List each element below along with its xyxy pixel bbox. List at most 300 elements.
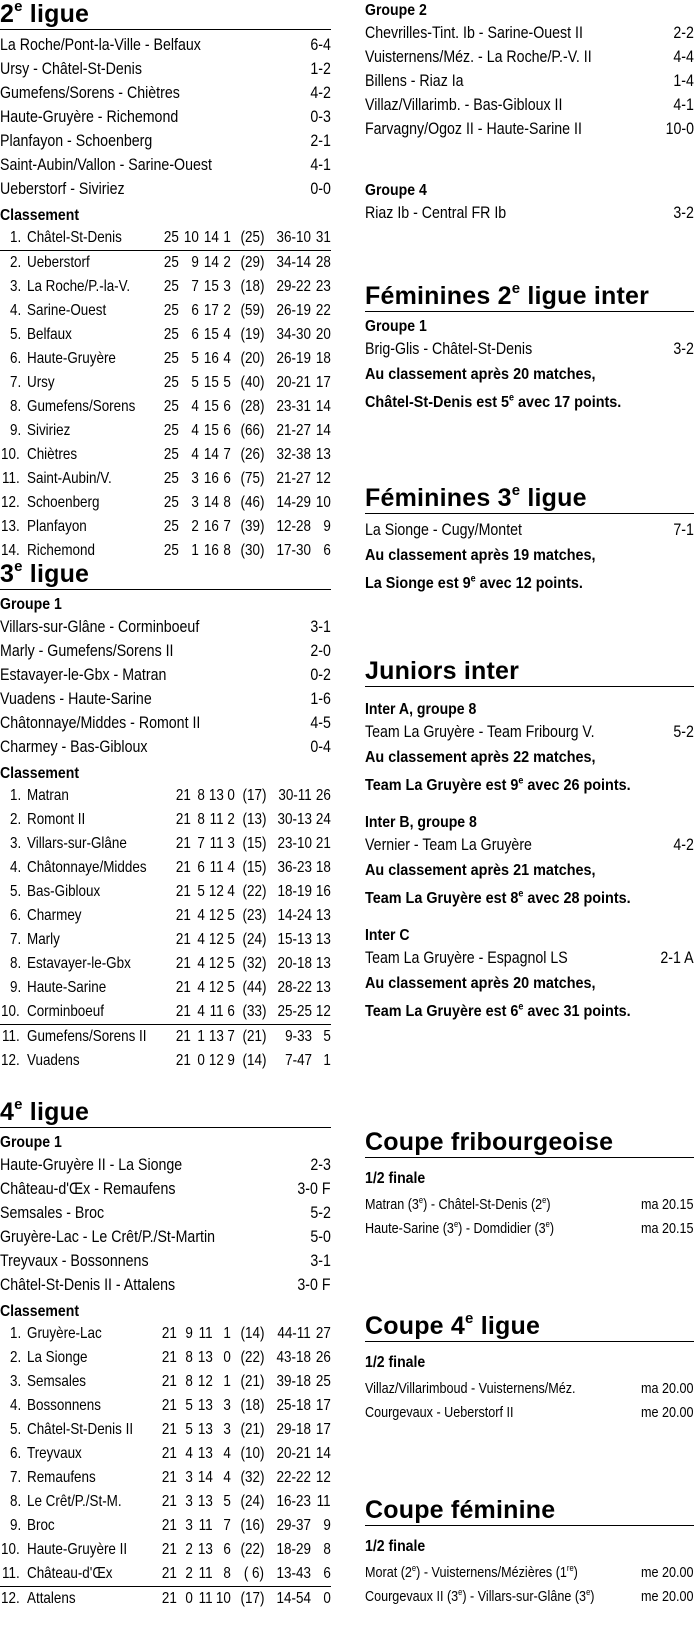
standing-fairplay: (14) [242,1052,267,1069]
standing-row [0,832,331,856]
standing-goals: 26-19 [276,302,311,319]
match-teams: Estavayer-le-Gbx - Matran [0,666,167,684]
standing-played: 25 [164,542,180,559]
standing-played: 21 [161,1590,177,1607]
match-teams: Farvagny/Ogoz II - Haute-Sarine II [365,120,582,138]
section-feminines-3e-ligue [365,481,694,598]
standing-rank: 9. [9,979,21,996]
standing-points: 14 [316,398,331,415]
standing-team: Schoenberg [27,494,100,511]
standing-fairplay: (24) [240,1493,265,1510]
standing-played: 21 [161,1469,177,1486]
match-score: 3-0 F [297,1276,331,1294]
standing-team: La Roche/P.-la-V. [27,278,131,295]
standing-goals: 29-37 [276,1517,311,1534]
result-row [0,1177,331,1201]
standing-wins: 5 [191,350,200,367]
standing-played: 25 [156,226,179,251]
standing-row [0,808,331,832]
standing-losses: 8 [223,494,231,511]
section-juniors-inter [365,657,694,1026]
standing-goals: 43-18 [276,1349,311,1366]
standing-points: 9 [323,518,331,535]
standing-played: 25 [164,278,180,295]
standing-team: Matran [26,787,69,804]
standing-played: 25 [164,518,180,535]
standing-fairplay: (21) [242,1028,267,1045]
standing-played: 21 [175,883,191,900]
standing-row [0,1394,331,1418]
standing-fairplay: (20) [240,350,265,367]
section-coupe-4e-ligue [365,1309,694,1425]
standing-points: 12 [312,1000,331,1025]
result-row [0,639,331,663]
standing-losses: 0 [227,787,235,804]
standing-draws: 17 [204,302,220,319]
standing-row [0,515,331,539]
standing-points: 23 [316,278,331,295]
match-score: 6-4 [310,36,331,54]
standing-wins: 0 [197,1052,205,1069]
standing-wins: 3 [185,1493,193,1510]
match-score: 4-4 [673,48,694,66]
result-row [0,105,331,129]
classement-label: Classement [0,765,80,782]
match-score: 4-5 [310,714,331,732]
standing-rank: 9. [9,1517,22,1534]
section-ligue4 [0,1095,331,1611]
standing-draws: 11 [205,1000,224,1025]
standing-goals: 18-19 [277,883,312,900]
match-teams: Villaz/Villarimb. - Bas-Gibloux II [365,96,563,114]
standing-draws: 13 [197,1541,213,1558]
standing-losses: 2 [223,302,231,319]
match-score: 0-4 [310,738,331,756]
fixture-match: Matran (3e) - Châtel-St-Denis (2e) [365,1195,551,1213]
standing-losses: 5 [227,931,235,948]
standing-losses: 7 [223,518,231,535]
match-teams: Saint-Aubin/Vallon - Sarine-Ouest [0,156,212,174]
standing-goals: 30-11 [278,787,312,804]
standing-fairplay: (13) [242,811,267,828]
standing-fairplay: (22) [240,1541,265,1558]
standing-fairplay: (21) [240,1373,265,1390]
standing-played: 21 [175,811,191,828]
standing-fairplay: (21) [240,1421,265,1438]
standing-row [0,1562,331,1587]
standing-row [0,880,331,904]
standing-played: 25 [164,350,180,367]
section-ligue3 [0,557,331,1073]
standing-wins: 7 [191,278,200,295]
standing-fairplay: (17) [240,1590,265,1607]
match-score: 0-2 [310,666,331,684]
fixture-row [365,1561,694,1585]
match-score: 1-4 [673,72,694,90]
standing-rank: 2. [9,811,21,828]
standing-fairplay: (25) [231,226,264,251]
standing-team: Richemond [27,542,96,559]
standing-team: Estavayer-le-Gbx [26,955,131,972]
standing-wins: 3 [191,470,200,487]
standing-points: 18 [316,859,331,876]
result-row [365,720,694,744]
fixture-match: Villaz/Villarimboud - Vuisternens/Méz. [365,1380,576,1397]
standing-team: Belfaux [27,326,72,343]
standing-draws: 16 [204,470,220,487]
standing-draws: 14 [204,446,220,463]
standing-played: 21 [161,1421,177,1438]
standing-fairplay: (39) [240,518,265,535]
standing-points: 1 [323,1052,331,1069]
result-row [0,1201,331,1225]
standing-rank: 10. [0,1000,27,1025]
standing-played: 25 [164,494,180,511]
standing-team: Planfayon [27,518,87,535]
result-row [0,711,331,735]
standing-wins: 2 [177,1562,193,1587]
standing-rank: 6. [9,350,22,367]
match-teams: Billens - Riaz Ia [365,72,464,90]
standing-losses: 4 [223,350,231,367]
standing-draws: 14 [204,254,220,271]
standing-team: La Sionge [27,1349,88,1366]
result-row [0,1225,331,1249]
standing-draws: 11 [209,835,224,852]
standing-wins: 6 [191,302,200,319]
standing-fairplay: (44) [242,979,267,996]
standing-losses: 3 [223,1397,231,1414]
standing-played: 21 [153,1562,176,1587]
standing-row [0,1538,331,1562]
standing-losses: 0 [223,1349,231,1366]
standing-points: 25 [316,1373,331,1390]
standing-row [0,1466,331,1490]
standing-wins: 3 [191,494,200,511]
standing-points: 8 [323,1541,331,1558]
standing-draws: 15 [204,398,220,415]
standing-played: 25 [164,374,180,391]
standing-fairplay: (17) [242,787,267,804]
standing-fairplay: (46) [240,494,265,511]
standing-rank: 5. [9,1421,22,1438]
group-label: Groupe 2 [365,2,427,19]
standing-team: Château-d'Œx [27,1562,153,1587]
standings-table [0,784,331,1073]
standing-rank: 4. [9,859,21,876]
standing-losses: 3 [223,278,231,295]
match-score: 4-2 [673,836,694,854]
standing-points: 6 [311,1562,331,1587]
standing-points: 13 [316,979,331,996]
match-teams: Team La Gruyère - Team Fribourg V. [365,723,595,741]
standing-goals: 36-23 [277,859,312,876]
standing-losses: 8 [213,1562,231,1587]
standing-played: 21 [175,1052,191,1069]
standing-draws: 16 [204,518,220,535]
match-score: 2-3 [310,1156,331,1174]
standing-goals: 28-22 [277,979,312,996]
standing-note: Au classement après 20 matches, [365,366,596,383]
standing-losses: 5 [223,374,231,391]
standing-wins: 1 [197,1028,205,1045]
standing-points: 12 [316,470,331,487]
standing-goals: 14-29 [276,494,311,511]
round-label: 1/2 finale [365,1538,426,1555]
standing-draws: 12 [208,907,224,924]
standing-row [0,1418,331,1442]
result-row [365,93,694,117]
standing-points: 10 [316,494,331,511]
standing-row [0,1000,331,1025]
standing-points: 18 [316,350,331,367]
standing-wins: 7 [197,835,205,852]
result-row [0,153,331,177]
standing-goals: 23-10 [277,835,312,852]
fixture-row [365,1401,694,1425]
standing-fairplay: (26) [240,446,265,463]
standing-note: Au classement après 20 matches, [365,975,596,992]
standing-wins: 4 [191,422,200,439]
standing-team: Villars-sur-Glâne [26,835,127,852]
match-score: 1-2 [310,60,331,78]
standing-wins: 4 [197,907,205,924]
standing-draws: 13 [208,787,224,804]
standing-draws: 11 [209,811,224,828]
standing-points: 11 [317,1493,331,1510]
standing-team: Ursy [27,374,55,391]
standing-team: Haute-Gruyère II [27,1541,128,1558]
standing-team: Bas-Gibloux [26,883,101,900]
standing-rank: 2. [9,1349,22,1366]
standing-points: 13 [316,931,331,948]
standing-points: 28 [316,254,331,271]
section-title: 2e ligue [0,0,331,30]
standing-goals: 34-14 [276,254,311,271]
match-score: 3-1 [310,1252,331,1270]
match-score: 0-3 [310,108,331,126]
standing-fairplay: (66) [240,422,265,439]
standing-fairplay: (19) [240,326,265,343]
standing-row [0,443,331,467]
standing-row [0,395,331,419]
section-title: Féminines 2e ligue inter [365,282,694,312]
standing-losses: 5 [227,907,235,924]
standing-played: 21 [161,1541,177,1558]
standing-row [0,904,331,928]
standing-draws: 15 [204,422,220,439]
result-row [0,1153,331,1177]
standing-played: 21 [161,1397,177,1414]
standing-losses: 4 [223,326,231,343]
fixture-date: me 20.00 [641,1588,694,1605]
standing-wins: 4 [197,931,205,948]
results-list [365,833,694,857]
match-teams: Châtel-St-Denis II - Attalens [0,1276,176,1294]
standing-losses: 3 [227,835,235,852]
standing-note: Au classement après 21 matches, [365,862,596,879]
standing-goals: 21-27 [276,422,311,439]
result-row [365,45,694,69]
standing-team: Marly [26,931,60,948]
match-teams: La Sionge - Cugy/Montet [365,521,522,539]
standing-wins: 5 [191,374,200,391]
standing-losses: 6 [223,422,231,439]
standing-wins: 3 [185,1517,193,1534]
standing-goals: 23-31 [276,398,311,415]
standing-wins: 4 [191,1000,205,1025]
standing-goals: 18-29 [276,1541,311,1558]
standing-wins: 2 [191,518,200,535]
standing-row [0,1370,331,1394]
match-teams: Vuisternens/Méz. - La Roche/P.-V. II [365,48,592,66]
standing-goals: 29-18 [276,1421,311,1438]
match-teams: Haute-Gruyère - Richemond [0,108,179,126]
standing-note: Au classement après 22 matches, [365,749,596,766]
section-feminines-2e-ligue [365,279,694,417]
standing-points: 5 [323,1028,331,1045]
standing-rank: 6. [9,907,21,924]
standing-team: Semsales [27,1373,87,1390]
group-label: Groupe 1 [365,318,427,335]
standing-row [0,1490,331,1514]
standing-losses: 2 [223,254,231,271]
standing-team: Corminboeuf [27,1000,169,1025]
match-score: 2-1 A [660,949,694,967]
standing-row [0,467,331,491]
results-list [365,720,694,744]
standing-played: 21 [161,1325,177,1342]
standing-rank: 3. [9,278,22,295]
standing-goals: 14-24 [277,907,312,924]
standing-points: 20 [316,326,331,343]
match-score: 7-1 [673,521,694,539]
standing-wins: 8 [197,811,205,828]
standing-points: 21 [316,835,331,852]
standing-rank: 11. [1,1028,20,1045]
standing-played: 21 [175,979,191,996]
standing-note: Team La Gruyère est 9e avec 26 points. [365,775,631,794]
standing-row [0,1322,331,1346]
standing-fairplay: ( 6) [230,1562,264,1587]
standing-note: Châtel-St-Denis est 5e avec 17 points. [365,392,622,411]
standing-rank: 11. [2,470,20,487]
standing-row [0,491,331,515]
match-score: 3-1 [310,618,331,636]
match-score: 4-1 [310,156,331,174]
standing-points: 24 [316,811,331,828]
section-groupe2 [365,0,694,141]
section-ligue2 [0,0,331,563]
standing-points: 31 [311,226,331,251]
standing-rank: 12. [0,1052,20,1069]
standing-draws: 11 [198,1517,213,1534]
standing-losses: 4 [223,1469,231,1486]
standings-table [0,1322,331,1611]
standing-wins: 5 [197,883,205,900]
result-row [0,1273,331,1297]
standing-draws: 14 [204,494,220,511]
fixture-date: me 20.00 [641,1564,694,1581]
standing-rank: 10. [0,446,20,463]
standing-losses: 2 [227,811,235,828]
standing-played: 21 [169,1000,191,1025]
standing-losses: 1 [223,1373,231,1390]
fixture-date: ma 20.15 [641,1196,694,1213]
standing-row [0,371,331,395]
standing-fairplay: (16) [240,1517,265,1534]
result-row [365,21,694,45]
standing-row [0,1442,331,1466]
fixture-date: ma 20.15 [641,1220,694,1237]
standing-draws: 11 [198,1590,213,1607]
standing-team: Remaufens [27,1469,96,1486]
results-list [0,1153,331,1297]
match-teams: Chevrilles-Tint. Ib - Sarine-Ouest II [365,24,583,42]
standing-row [0,784,331,808]
standing-row [0,952,331,976]
group-label: Groupe 4 [365,182,427,199]
standing-points: 17 [316,374,331,391]
standing-goals: 12-28 [276,518,311,535]
standing-rank: 1. [9,787,21,804]
group-label: Groupe 1 [0,1134,62,1151]
standing-rank: 5. [9,883,21,900]
fixture-row [365,1585,694,1609]
standing-goals: 16-23 [276,1493,311,1510]
standing-wins: 10 [179,226,199,251]
standing-team: Vuadens [26,1052,80,1069]
standing-team: Gumefens/Sorens II [26,1028,147,1045]
standing-goals: 21-27 [276,470,311,487]
standing-rank: 6. [9,1445,22,1462]
result-row [0,33,331,57]
match-teams: Ursy - Châtel-St-Denis [0,60,142,78]
group-label: Inter B, groupe 8 [365,814,477,831]
standing-losses: 5 [223,1493,231,1510]
result-row [365,518,694,542]
standing-goals: 32-38 [276,446,311,463]
fixture-row [365,1377,694,1401]
standing-played: 21 [161,1493,177,1510]
standing-points: 22 [316,302,331,319]
standing-team: Châtonnaye/Middes [26,859,147,876]
group-label: Groupe 1 [0,596,62,613]
standing-rank: 7. [9,374,22,391]
standing-wins: 6 [197,859,205,876]
standing-draws: 13 [197,1445,213,1462]
standing-team: Ueberstorf [27,254,90,271]
result-row [0,81,331,105]
standing-team: Haute-Gruyère [27,350,117,367]
fixture-match: Courgevaux II (3e) - Villars-sur-Glâne (3e) [365,1587,595,1605]
standing-note: La Sionge est 9e avec 12 points. [365,573,583,592]
fixtures-list [365,1377,694,1425]
standing-team: Chiètres [27,446,78,463]
standing-team: Bossonnens [27,1397,102,1414]
standing-wins: 4 [197,955,205,972]
match-score: 3-2 [673,340,694,358]
standing-points: 14 [316,422,331,439]
standing-fairplay: (32) [240,1469,265,1486]
standing-fairplay: (18) [240,1397,265,1414]
standing-losses: 4 [227,883,235,900]
match-teams: Brig-Glis - Châtel-St-Denis [365,340,533,358]
standing-rank: 3. [9,1373,22,1390]
standing-rank: 1. [9,1325,22,1342]
standing-rank: 8. [9,398,22,415]
standing-wins: 0 [185,1590,193,1607]
